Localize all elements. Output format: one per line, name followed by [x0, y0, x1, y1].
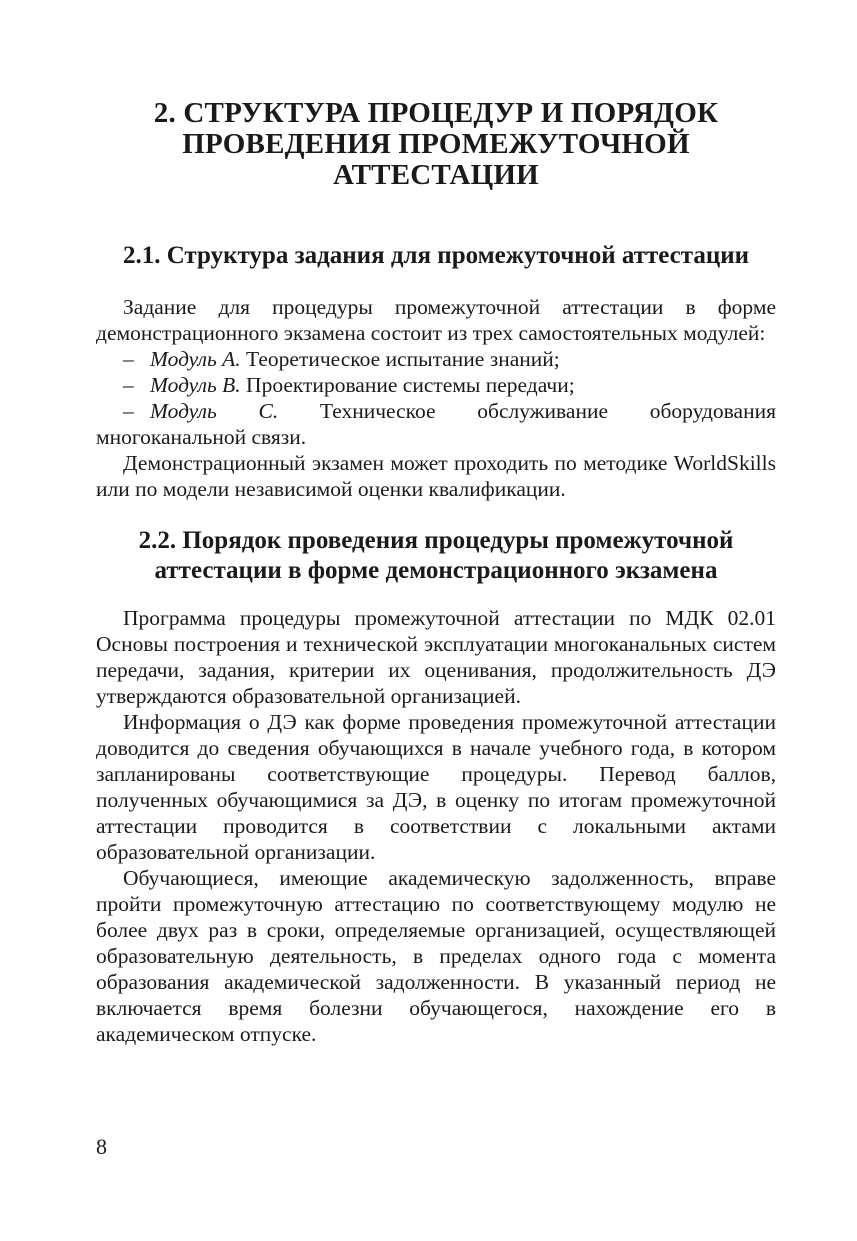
module-text: Проектирование системы передачи; [246, 373, 575, 397]
chapter-title-line: ПРОВЕДЕНИЯ ПРОМЕЖУТОЧНОЙ [182, 128, 690, 160]
paragraph: Программа процедуры промежуточной аттестации по МДК 02.01 Основы построения и технической эксплуатации многоканальных систем передачи, задания, критерии их оценивания, продолжительность ДЭ утверждаются образовательной организацией. [96, 606, 776, 708]
section-2-1-title [96, 241, 776, 271]
chapter-title-line: 2. СТРУКТУРА ПРОЦЕДУР И ПОРЯДОК [153, 97, 719, 129]
section-title-text: 2.1. Структура задания для промежуточной аттестации [122, 242, 750, 269]
section-2-1-body [96, 294, 776, 502]
list-item-module-c [96, 398, 776, 450]
section-2-2-title [96, 526, 776, 586]
page-number: 8 [96, 1134, 107, 1159]
chapter-title-line: АТТЕСТАЦИИ [333, 159, 539, 191]
section-2-2-body [96, 605, 776, 1047]
section-title-line: 2.2. Порядок проведения процедуры промежуточной [138, 527, 734, 554]
section-title-line: аттестации в форме демонстрационного экзамена [154, 557, 718, 584]
document-page [96, 98, 776, 1047]
module-text: Техническое обслуживание оборудования многоканальной связи. [96, 399, 776, 449]
paragraph: Демонстрационный экзамен может проходить по методике WorldSkills или по модели независимой оценки квалификации. [96, 451, 776, 501]
dash-marker: – [123, 399, 134, 423]
chapter-title [96, 98, 776, 191]
module-name: Модуль В. [150, 373, 241, 397]
paragraph: Обучающиеся, имеющие академическую задолженность, вправе пройти промежуточную аттестацию по соответствующему модулю не более двух раз в сроки, определяемые организацией, осуществляющей образовательную деятельность, в пределах одного года с момента образования академической задолженности. В указанный период не включается время болезни обучающегося, нахождение его в академическом отпуске. [96, 866, 776, 1046]
paragraph: Информация о ДЭ как форме проведения промежуточной аттестации доводится до сведения обучающихся в начале учебного года, в котором запланированы соответствующие процедуры. Перевод баллов, полученных обучающимися за ДЭ, в оценку по итогам промежуточной аттестации проводится в соответствии с локальными актами образовательной организации. [96, 710, 776, 864]
dash-marker: – [123, 373, 134, 397]
list-item-module-b [96, 372, 776, 398]
paragraph: Задание для процедуры промежуточной аттестации в форме демонстрационного экзамена состоит из трех самостоятельных модулей: [96, 295, 776, 345]
module-name: Модуль С. [150, 399, 279, 423]
dash-marker: – [123, 347, 134, 371]
module-name: Модуль А. [150, 347, 241, 371]
list-item-module-a [96, 346, 776, 372]
module-text: Теоретическое испытание знаний; [246, 347, 560, 371]
